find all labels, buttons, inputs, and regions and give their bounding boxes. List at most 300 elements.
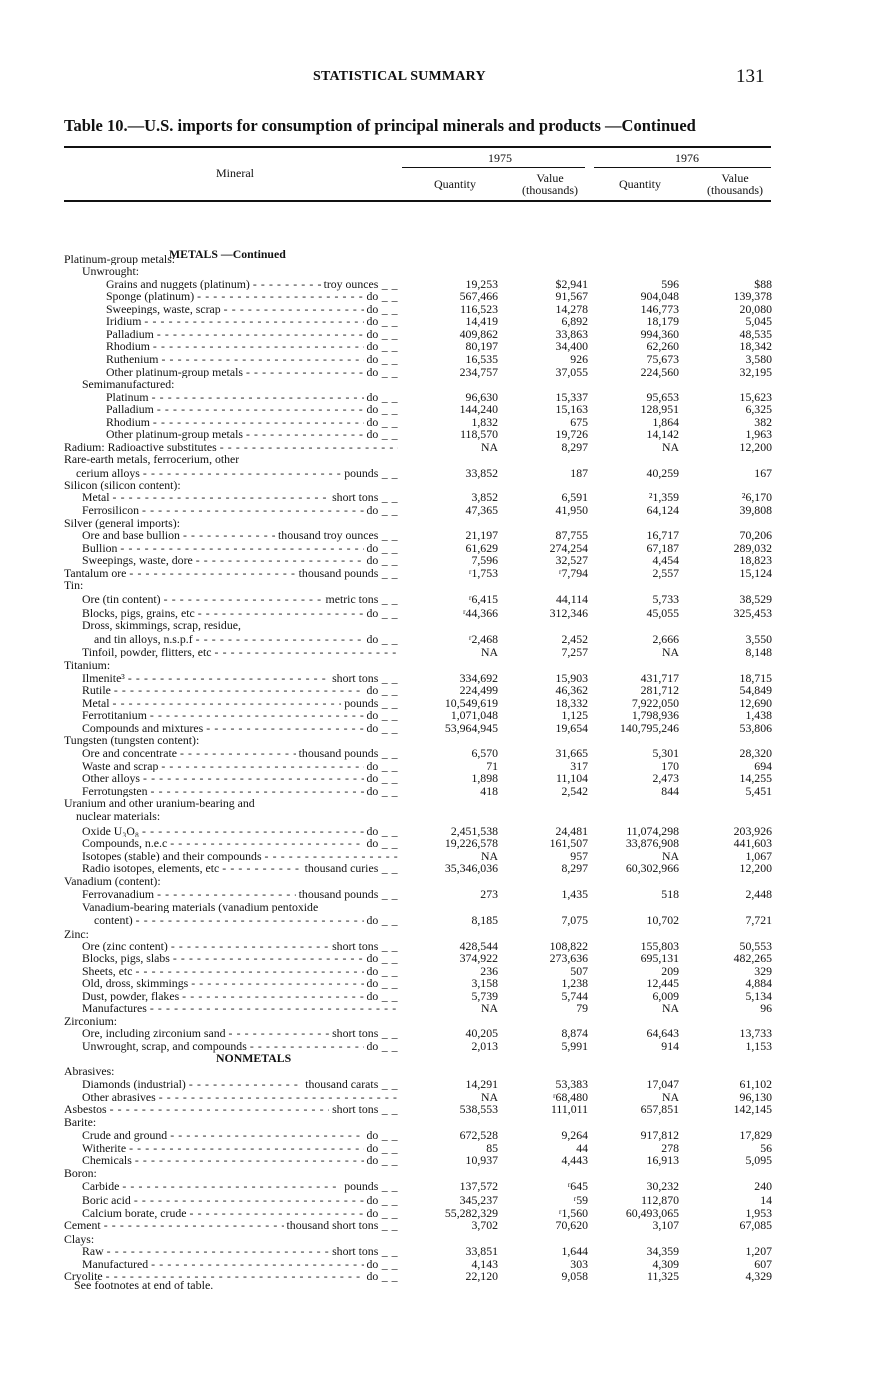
table-row — [0, 1002, 876, 1015]
quantity-1976-cell: 33,876,908 — [625, 836, 679, 851]
row-unit: thousand troy ounces _ _ — [275, 529, 398, 542]
quantity-1976-cell: 914 — [661, 1039, 679, 1053]
value-1976-cell: 12,200 — [739, 861, 772, 876]
quantity-1976-cell: 281,712 — [640, 683, 679, 698]
value-1976-cell: 67,085 — [739, 1218, 772, 1233]
value-1975-cell: 957 — [570, 848, 588, 863]
value-1976-cell: 5,095 — [745, 1153, 772, 1168]
row-label: Ore (zinc content) - - - — [82, 940, 398, 953]
quantity-1975-cell: 672,528 — [459, 1128, 498, 1143]
value-1976-cell: 20,080 — [739, 301, 772, 316]
value-1976-cell: ²6,170 — [741, 490, 772, 505]
value-1975-cell: 33,863 — [555, 326, 588, 341]
row-label: Tin: — [64, 579, 84, 592]
quantity-1976-cell: 45,055 — [646, 606, 679, 621]
quantity-1976-cell: 40,259 — [646, 466, 679, 481]
top-rule — [64, 146, 771, 148]
value-1975-cell: 32,527 — [555, 553, 588, 568]
value-1976-cell: 15,124 — [739, 565, 772, 580]
value-1976-cell: 13,733 — [739, 1026, 772, 1041]
row-label: Oxide U₃O₈ - - - — [82, 825, 398, 838]
row-unit: short tons _ _ — [329, 1103, 398, 1116]
row-unit: do _ _ — [364, 290, 399, 303]
table-row — [0, 353, 876, 366]
row-unit: do _ _ — [364, 785, 399, 798]
row-unit: do _ _ — [364, 1142, 399, 1155]
row-label: Unwrought: — [82, 265, 140, 278]
quantity-1975-cell: 19,253 — [465, 276, 498, 291]
quantity-1975-cell: 53,964,945 — [444, 720, 498, 735]
row-label: Platinum - - - — [106, 391, 398, 404]
value-1976-header-l1: Value — [721, 171, 749, 185]
quantity-1976-cell: ²1,359 — [648, 490, 679, 505]
row-label: Ilmenite³ - - - — [82, 672, 398, 685]
quantity-1975-cell: 334,692 — [459, 670, 498, 685]
row-label: Ferrotitanium - - - — [82, 709, 398, 722]
value-1976-cell: 2,448 — [745, 886, 772, 901]
value-1975-cell: 1,238 — [561, 976, 588, 991]
value-1975-cell: 19,654 — [555, 720, 588, 735]
value-1975-cell: 53,383 — [555, 1077, 588, 1091]
value-1976-cell: 39,808 — [739, 503, 772, 517]
quantity-1976-cell: 18,179 — [646, 314, 679, 329]
row-label: Zinc: — [64, 927, 89, 941]
quantity-1975-cell: 2,451,538 — [450, 823, 498, 838]
value-1976-cell: 5,134 — [745, 988, 772, 1003]
table-row — [0, 1245, 876, 1258]
value-1976-cell: 48,535 — [739, 326, 772, 341]
value-1975-cell: 37,055 — [555, 364, 588, 379]
value-1976-cell: 1,438 — [745, 708, 772, 723]
quantity-1975-cell: 80,197 — [465, 339, 498, 354]
row-unit: thousand short tons _ _ — [284, 1219, 398, 1232]
row-unit: do _ _ — [364, 990, 399, 1003]
value-1975-header-l2: (thousands) — [522, 183, 578, 197]
row-unit: do _ _ — [364, 914, 399, 927]
row-label: Dross, skimmings, scrap, residue, — [82, 619, 241, 632]
row-unit: thousand pounds _ _ — [296, 888, 398, 901]
row-label: Iridium - - - — [106, 315, 398, 328]
row-label: NONMETALS — [216, 1052, 292, 1065]
quantity-1976-cell: 34,359 — [646, 1244, 679, 1259]
quantity-1975-cell: 1,071,048 — [450, 708, 498, 723]
row-label: Manufactures - - - — [82, 1002, 398, 1015]
table-row — [0, 888, 876, 901]
table-row — [0, 441, 876, 454]
value-1976-cell: 96,130 — [739, 1089, 772, 1104]
row-unit: do _ _ — [364, 1154, 399, 1167]
quantity-1976-cell: 431,717 — [640, 670, 679, 685]
value-1976-cell: 96 — [760, 1001, 772, 1016]
quantity-1976-cell: 209 — [661, 963, 679, 978]
row-label: cerium alloys - - - — [76, 467, 398, 480]
value-1976-cell: 7,721 — [745, 912, 772, 927]
row-label: Unwrought, scrap, and compounds - - - — [82, 1040, 398, 1053]
row-unit: do _ _ — [364, 633, 399, 646]
row-unit: do _ _ — [364, 315, 399, 328]
value-1976-cell: 3,550 — [745, 632, 772, 647]
row-label: Rhodium - - - — [106, 340, 398, 353]
quantity-1976-cell: 695,131 — [640, 951, 679, 966]
quantity-1976-cell: 60,493,065 — [625, 1205, 679, 1220]
quantity-1976-cell: 11,074,298 — [626, 823, 679, 838]
value-1976-cell: 18,342 — [739, 339, 772, 354]
row-unit: do _ _ — [364, 416, 399, 429]
row-unit: do _ _ — [364, 722, 399, 735]
quantity-1975-cell: 96,630 — [465, 389, 498, 404]
value-1976-cell: 61,102 — [739, 1077, 772, 1091]
group-heading — [0, 1116, 876, 1129]
quantity-1975-cell: 14,419 — [465, 314, 498, 329]
value-1976-cell: 167 — [754, 466, 772, 481]
value-1975-cell: 303 — [570, 1256, 588, 1271]
table-row — [0, 428, 876, 441]
row-unit: thousand pounds _ _ — [296, 747, 398, 760]
row-label: Semimanufactured: — [82, 378, 175, 391]
quantity-1976-cell: 16,717 — [646, 528, 679, 543]
value-1975-cell: 46,362 — [555, 683, 588, 698]
quantity-1975-cell: 33,851 — [465, 1244, 498, 1259]
value-1975-cell: 15,903 — [555, 670, 588, 685]
table-row — [0, 607, 876, 620]
quantity-1975-cell: 61,629 — [465, 540, 498, 555]
quantity-1975-cell: 137,572 — [459, 1179, 498, 1194]
quantity-1976-cell: 140,795,246 — [620, 720, 679, 735]
value-1976-cell: 56 — [760, 1140, 772, 1155]
quantity-1976-cell: 64,643 — [646, 1026, 679, 1041]
row-label: Compounds, n.e.c - - - — [82, 837, 398, 850]
quantity-1975-cell: 116,523 — [460, 301, 498, 316]
row-unit: do _ _ — [364, 837, 399, 850]
value-1976-cell: 441,603 — [733, 836, 772, 851]
row-unit: short tons _ _ — [329, 672, 398, 685]
table-row — [0, 1154, 876, 1167]
quantity-1976-cell: 12,445 — [646, 976, 679, 991]
quantity-1976-cell: 2,666 — [652, 632, 679, 647]
quantity-1975-cell: 6,570 — [471, 746, 498, 760]
row-label: Palladium - - - — [106, 403, 398, 416]
row-unit: do _ _ — [364, 542, 399, 555]
quantity-1976-cell: 146,773 — [640, 301, 679, 316]
row-label: Vanadium-bearing materials (vanadium pentoxide — [82, 900, 319, 914]
table-row — [0, 567, 876, 580]
quantity-1975-cell: 273 — [480, 886, 498, 901]
value-1976-cell: 329 — [754, 963, 772, 978]
value-1975-cell: 274,254 — [549, 540, 588, 555]
running-header: STATISTICAL SUMMARY — [313, 69, 486, 84]
value-1975-cell: 108,822 — [549, 938, 588, 953]
value-1975-cell: 79 — [576, 1001, 588, 1016]
quantity-1975-cell: 3,852 — [471, 490, 498, 505]
row-label: Other platinum-group metals - - - — [106, 366, 398, 379]
row-unit: do _ _ — [364, 340, 399, 353]
row-unit: do _ _ — [364, 1258, 399, 1271]
row-label: Diamonds (industrial) - - - — [82, 1078, 398, 1091]
row-label: Tantalum ore - - - — [64, 567, 398, 580]
row-label: and tin alloys, n.s.p.f - - - — [94, 633, 398, 646]
value-1976-cell: 482,265 — [733, 951, 772, 966]
group-heading — [0, 579, 876, 592]
value-1975-cell: ʳ7,794 — [558, 565, 588, 580]
quantity-1976-cell: 1,798,936 — [631, 708, 679, 723]
value-1975-cell: 6,892 — [561, 314, 588, 329]
value-1975-cell: 24,481 — [555, 823, 588, 838]
value-1976-cell: 694 — [754, 758, 772, 773]
value-1975-cell: 4,443 — [561, 1153, 588, 1168]
row-unit: short tons _ _ — [329, 940, 398, 953]
row-label: Blocks, pigs, grains, etc - - - — [82, 607, 398, 620]
quantity-1975-cell: 144,240 — [459, 402, 498, 417]
value-1976-cell: 1,067 — [745, 848, 772, 863]
row-unit: do _ _ — [364, 760, 399, 773]
row-label: Zirconium: — [64, 1014, 118, 1028]
row-label: content) - - - — [94, 914, 398, 927]
row-label: Ferrovanadium - - - — [82, 888, 398, 901]
quantity-1975-cell: NA — [480, 1001, 498, 1016]
quantity-1976-cell: 278 — [661, 1140, 679, 1155]
row-label: Tungsten (tungsten content): — [64, 734, 200, 748]
value-1976-cell: 4,884 — [745, 976, 772, 991]
group-heading — [0, 797, 876, 810]
quantity-1976-cell: 112,870 — [641, 1192, 679, 1207]
value-1975-cell: 15,163 — [555, 402, 588, 417]
quantity-1976-cell: 4,454 — [652, 553, 679, 568]
row-label: Chemicals - - - — [82, 1154, 398, 1167]
value-1976-cell: 4,329 — [745, 1269, 772, 1284]
table-row — [0, 504, 876, 517]
quantity-1975-cell: 4,143 — [471, 1256, 498, 1271]
row-label: Sponge (platinum) - - - — [106, 290, 398, 303]
value-1975-cell: 9,264 — [561, 1128, 588, 1143]
value-1976-cell: 8,148 — [745, 644, 772, 659]
quantity-1975-cell: 21,197 — [465, 528, 498, 543]
row-label: Grains and nuggets (platinum) - - - — [106, 278, 398, 291]
table-row — [0, 1219, 876, 1232]
value-1976-cell: 1,963 — [745, 427, 772, 442]
row-unit: do _ _ — [364, 825, 399, 838]
value-1976-cell: 1,207 — [745, 1244, 772, 1259]
quantity-1976-cell: 30,232 — [646, 1179, 679, 1194]
row-unit: do _ _ — [364, 366, 399, 379]
quantity-1975-cell: NA — [480, 439, 498, 454]
year-1976-rule — [594, 167, 771, 168]
quantity-1976-cell: NA — [661, 1001, 679, 1016]
table-row — [0, 914, 876, 927]
value-1975-cell: 44,114 — [555, 592, 588, 607]
value-1975-cell: 507 — [570, 963, 588, 978]
value-1975-cell: 34,400 — [555, 339, 588, 354]
value-1976-cell: 50,553 — [739, 938, 772, 953]
table-row — [0, 1103, 876, 1116]
value-1975-cell: 2,452 — [561, 632, 588, 647]
value-1976-cell: 203,926 — [733, 823, 772, 838]
value-1976-cell: 1,953 — [745, 1205, 772, 1220]
row-label: Tinfoil, powder, flitters, etc - - - — [82, 646, 398, 659]
value-1975-cell: 18,332 — [555, 695, 588, 710]
value-1975-header-l1: Value — [536, 171, 564, 185]
value-1975-cell: 111,011 — [550, 1102, 588, 1117]
quantity-1975-cell: 71 — [486, 758, 498, 773]
row-unit: thousand carats _ _ — [302, 1078, 398, 1091]
table-row — [0, 785, 876, 798]
quantity-1976-cell: 155,803 — [640, 938, 679, 953]
quantity-1976-cell: NA — [661, 848, 679, 863]
value-1975-cell: 7,257 — [561, 644, 588, 659]
row-unit: thousand curies _ _ — [302, 862, 398, 875]
value-1975-cell: 8,297 — [561, 439, 588, 454]
quantity-1976-cell: 3,107 — [652, 1218, 679, 1233]
row-label: Other platinum-group metals - - - — [106, 428, 398, 441]
table-row — [0, 977, 876, 990]
value-1975-cell: 5,744 — [561, 988, 588, 1003]
value-1975-cell: 15,337 — [555, 389, 588, 404]
table-row — [0, 1129, 876, 1142]
quantity-1976-cell: 95,653 — [646, 389, 679, 404]
value-1975-cell: 2,542 — [561, 783, 588, 798]
quantity-1975-cell: 10,937 — [465, 1153, 498, 1168]
table-row — [0, 722, 876, 735]
quantity-1975-cell: 47,365 — [465, 503, 498, 517]
quantity-1975-cell: 22,120 — [465, 1269, 498, 1284]
quantity-1975-cell: 374,922 — [459, 951, 498, 966]
row-label: METALS —Continued — [169, 248, 286, 261]
quantity-1975-cell: 55,282,329 — [444, 1205, 498, 1220]
table-row — [0, 1180, 876, 1193]
quantity-1975-cell: 345,237 — [459, 1192, 498, 1207]
mineral-column-header: Mineral — [216, 166, 254, 180]
row-label: Other alloys - - - — [82, 772, 398, 785]
row-label: Manufactured - - - — [82, 1258, 398, 1271]
value-1975-cell: 14,278 — [555, 301, 588, 316]
value-1975-cell: 31,665 — [555, 746, 588, 760]
value-1976-cell: 53,806 — [739, 720, 772, 735]
table-row — [0, 366, 876, 379]
quantity-1975-cell: 428,544 — [459, 938, 498, 953]
row-unit: do _ _ — [364, 1040, 399, 1053]
table-row — [0, 1040, 876, 1053]
row-unit: do _ _ — [364, 403, 399, 416]
row-unit: do _ _ — [364, 607, 399, 620]
value-1975-cell: 1,125 — [561, 708, 588, 723]
table-row — [0, 952, 876, 965]
row-label: Boron: — [64, 1167, 97, 1180]
quantity-1975-cell: 118,570 — [460, 427, 498, 442]
row-label: Radium: Radioactive substitutes - - - — [64, 441, 398, 454]
value-1976-cell: 3,580 — [745, 352, 772, 366]
quantity-1975-cell: 85 — [486, 1140, 498, 1155]
row-unit: pounds _ _ — [341, 697, 398, 710]
value-1976-cell: 12,200 — [739, 439, 772, 454]
row-label: Uranium and other uranium-bearing and — [64, 797, 255, 810]
row-label: Calcium borate, crude - - - — [82, 1207, 398, 1220]
row-label: Ruthenium - - - — [106, 353, 398, 366]
row-unit: metric tons _ _ — [323, 593, 398, 606]
table-row — [0, 529, 876, 542]
quantity-1975-cell: 567,466 — [459, 289, 498, 304]
quantity-1976-cell: 6,009 — [652, 988, 679, 1003]
group-heading — [0, 1065, 876, 1078]
value-1976-cell: $88 — [754, 276, 772, 291]
row-label: Bullion - - - — [82, 542, 398, 555]
table-row — [0, 1078, 876, 1091]
quantity-1976-cell: 5,733 — [652, 592, 679, 607]
value-1976-cell: 5,451 — [745, 783, 772, 798]
table-row — [0, 684, 876, 697]
row-unit: do _ _ — [364, 428, 399, 441]
quantity-1976-cell: 128,951 — [640, 402, 679, 417]
group-heading — [0, 901, 876, 914]
value-1975-cell: 9,058 — [561, 1269, 588, 1284]
table-row — [0, 633, 876, 646]
quantity-1976-cell: 10,702 — [646, 912, 679, 927]
quantity-1975-cell: ʳ44,366 — [462, 606, 498, 621]
quantity-1976-cell: 170 — [661, 758, 679, 773]
year-1975: 1975 — [488, 151, 512, 165]
quantity-1976-cell: 4,309 — [652, 1256, 679, 1271]
value-1976-cell: 17,829 — [739, 1128, 772, 1143]
value-1976-cell: 15,623 — [739, 389, 772, 404]
value-1976-cell: 382 — [754, 414, 772, 429]
quantity-1975-cell: ʳ1,753 — [468, 565, 498, 580]
row-label: Titanium: — [64, 658, 111, 672]
value-1975-cell: 70,620 — [555, 1218, 588, 1233]
quantity-1975-header: Quantity — [434, 177, 476, 191]
quantity-1976-cell: 5,301 — [652, 746, 679, 760]
value-1975-cell: $2,941 — [555, 276, 588, 291]
row-label: Cement - - - — [64, 1219, 398, 1232]
row-label: Sweepings, waste, scrap - - - — [106, 303, 398, 316]
quantity-1975-cell: 1,898 — [471, 771, 498, 786]
quantity-1976-cell: 2,557 — [652, 565, 679, 580]
value-1976-cell: 54,849 — [739, 683, 772, 698]
value-1976-cell: 6,325 — [745, 402, 772, 417]
quantity-1976-cell: 14,142 — [646, 427, 679, 442]
value-1976-cell: 18,715 — [739, 670, 772, 685]
value-1975-cell: ʳ1,560 — [558, 1205, 588, 1220]
value-1975-cell: 675 — [570, 414, 588, 429]
value-1976-header-l2: (thousands) — [707, 183, 763, 197]
quantity-1975-cell: 234,757 — [459, 364, 498, 379]
quantity-1976-cell: 75,673 — [646, 352, 679, 366]
value-1975-cell: 8,297 — [561, 861, 588, 876]
group-heading — [0, 453, 876, 466]
value-1976-cell: 14 — [760, 1192, 772, 1207]
row-label: Other abrasives - - - — [82, 1091, 398, 1104]
quantity-1976-cell: 62,260 — [646, 339, 679, 354]
row-unit: do _ _ — [364, 328, 399, 341]
table-row — [0, 1194, 876, 1207]
table-row — [0, 990, 876, 1003]
quantity-1975-cell: 5,739 — [471, 988, 498, 1003]
section-heading — [0, 1052, 876, 1065]
quantity-1975-cell: 8,185 — [471, 912, 498, 927]
quantity-1975-cell: NA — [480, 644, 498, 659]
row-label: Palladium - - - — [106, 328, 398, 341]
quantity-1975-cell: 538,553 — [459, 1102, 498, 1117]
group-heading — [0, 1167, 876, 1180]
quantity-1976-cell: 64,124 — [646, 503, 679, 517]
table-row — [0, 837, 876, 850]
value-1975-cell: 91,567 — [555, 289, 588, 304]
row-label: Isotopes (stable) and their compounds - - - — [82, 850, 398, 863]
row-label: Dust, powder, flakes - - - — [82, 990, 398, 1003]
row-label: Abrasives: — [64, 1065, 115, 1078]
row-label: Silicon (silicon content): — [64, 478, 181, 492]
row-unit: do _ _ — [364, 952, 399, 965]
value-1975-cell: 11,104 — [555, 771, 588, 786]
quantity-1976-cell: 7,922,050 — [631, 695, 679, 710]
row-label: Ore and concentrate - - - — [82, 747, 398, 760]
